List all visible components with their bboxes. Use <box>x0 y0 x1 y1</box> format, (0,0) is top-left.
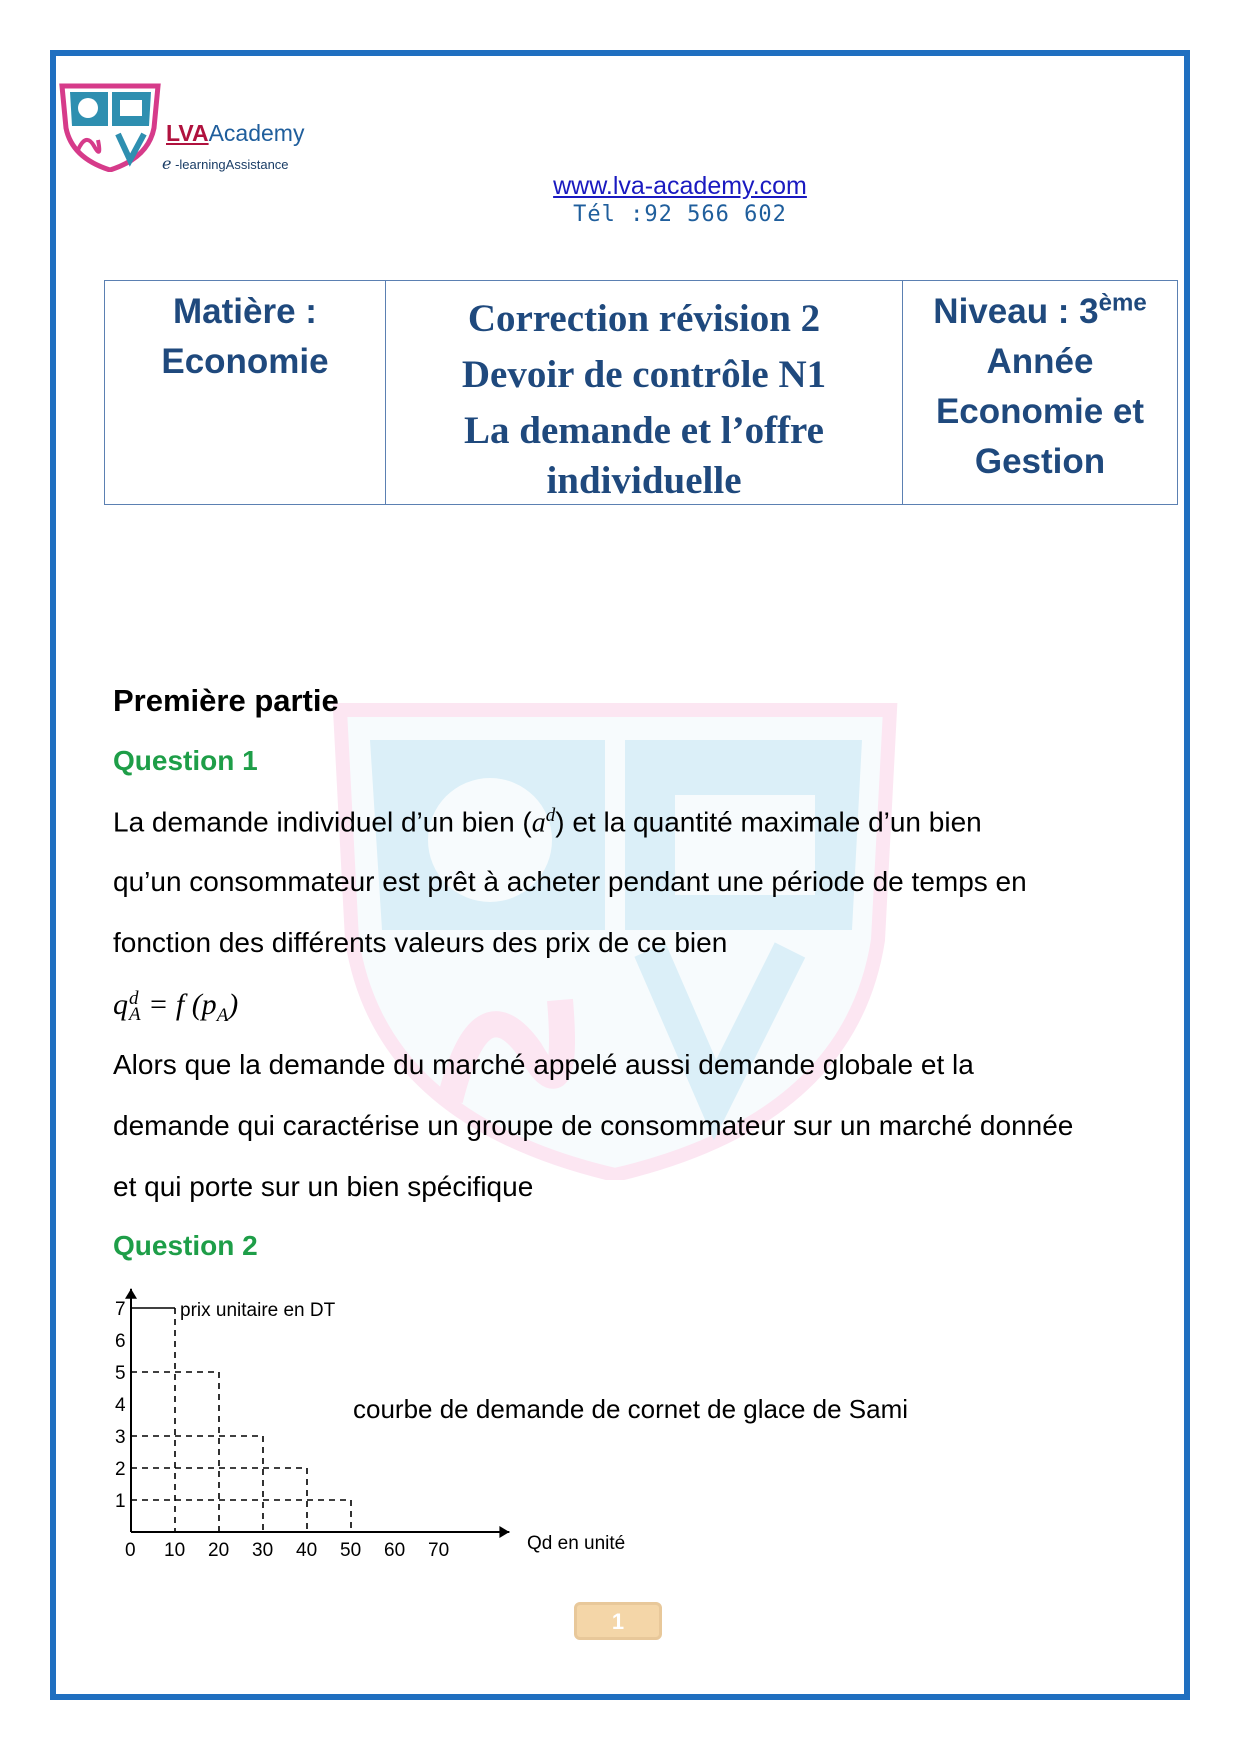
level-line-1: Niveau : 3ème <box>933 289 1147 331</box>
y-tick-label: 4 <box>115 1395 126 1416</box>
x-axis-label: Qd en unité <box>527 1533 626 1554</box>
title-line-4: individuelle <box>546 459 742 502</box>
brand-name: LVAAcademy <box>166 120 305 146</box>
q1-paragraph-line-2: qu’un consommateur est prêt à acheter pendant une période de temps en <box>113 866 1027 897</box>
x-tick-label: 40 <box>296 1540 318 1561</box>
demand-curve-chart <box>105 1285 665 1565</box>
subject-label: Matière : <box>173 292 317 331</box>
title-line-1: Correction révision 2 <box>467 297 821 340</box>
q1-formula: q d A = f $(p_A)$ <box>113 988 239 1026</box>
x-tick-label: 0 <box>125 1540 136 1561</box>
website-link[interactable]: www.lva-academy.com <box>553 172 807 200</box>
y-tick-label: 6 <box>115 1331 126 1352</box>
lva-academy-logo <box>58 80 163 172</box>
x-tick-label: 20 <box>208 1540 230 1561</box>
level-line-4: Gestion <box>974 442 1106 481</box>
x-tick-label: 60 <box>384 1540 406 1561</box>
title-cell <box>386 281 903 505</box>
y-tick-label: 7 <box>115 1299 126 1320</box>
y-tick-label: 1 <box>115 1491 126 1512</box>
q1-paragraph-line-3: fonction des différents valeurs des prix de ce bien <box>113 927 728 958</box>
y-tick-label: 2 <box>115 1459 126 1480</box>
x-axis-arrow <box>499 1526 509 1538</box>
page-number: 1 <box>574 1602 662 1640</box>
q1-paragraph-line-4: Alors que la demande du marché appelé aussi demande globale et la <box>113 1049 974 1080</box>
x-tick-label: 30 <box>252 1540 274 1561</box>
question-1-title: Question 1 <box>113 745 258 776</box>
y-tick-label: 5 <box>115 1363 126 1384</box>
subject-value: Economie <box>161 342 329 381</box>
part-title: Première partie <box>113 683 339 718</box>
question-2-title: Question 2 <box>113 1230 258 1261</box>
q1-paragraph-line-5: demande qui caractérise un groupe de consommateur sur un marché donnée <box>113 1110 1074 1141</box>
title-line-3: La demande et l’offre <box>464 409 824 452</box>
x-tick-label: 70 <box>428 1540 450 1561</box>
level-line-2: Année <box>986 342 1094 381</box>
brand-tagline: e -learningAssistance <box>162 154 289 173</box>
x-tick-label: 50 <box>340 1540 362 1561</box>
phone-number: Tél :92 566 602 <box>573 202 787 227</box>
q1-paragraph-line-1: La demande individuel d’un bien $(a^d)$ et la quantité maximale d’un bien <box>113 805 982 839</box>
y-axis-label: prix unitaire en DT <box>180 1300 336 1321</box>
x-tick-label: 10 <box>164 1540 186 1561</box>
title-line-2: Devoir de contrôle N1 <box>461 353 827 396</box>
chart-caption: courbe de demande de cornet de glace de Sami <box>353 1394 909 1424</box>
y-tick-label: 3 <box>115 1427 126 1448</box>
level-cell <box>903 281 1178 505</box>
y-axis-arrow <box>125 1289 137 1299</box>
q1-paragraph-line-6: et qui porte sur un bien spécifique <box>113 1171 534 1202</box>
level-line-3: Economie et <box>935 392 1145 431</box>
info-table <box>104 280 1178 505</box>
subject-cell <box>105 281 386 505</box>
